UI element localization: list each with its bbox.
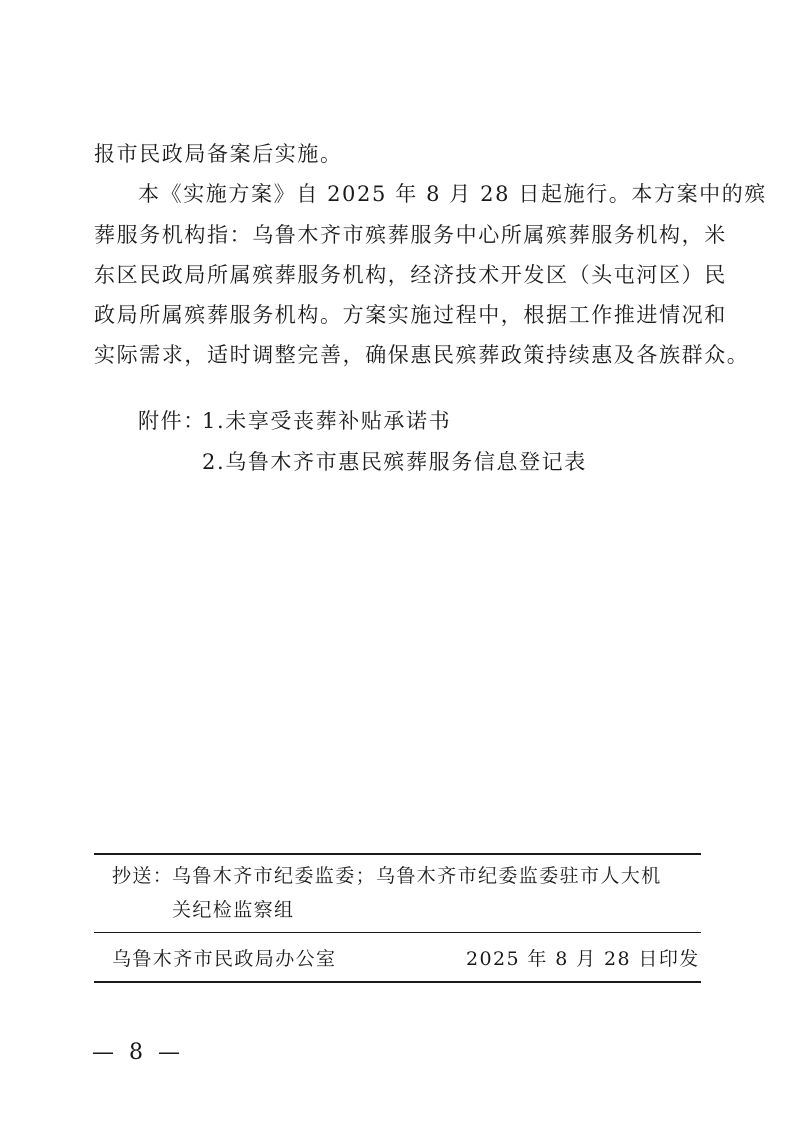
footer-bottom-rule [94,981,701,983]
cc-recipients-line-2: 关纪检监察组 [172,899,295,921]
attachment-item-1: 1.未享受丧葬补贴承诺书 [202,409,452,433]
cc-label: 抄送： [112,865,174,887]
body-line-5: 政局所属殡葬服务机构。方案实施过程中，根据工作推进情况和 [94,303,727,327]
body-line-3: 葬服务机构指：乌鲁木齐市殡葬服务中心所属殡葬服务机构，米 [94,223,727,247]
attachment-item-2: 2.乌鲁木齐市惠民殡葬服务信息登记表 [202,450,587,474]
footer-middle-rule [94,932,701,933]
attachments-label: 附件： [138,409,206,433]
footer-top-rule [94,853,701,855]
body-line-6: 实际需求，适时调整完善，确保惠民殡葬政策持续惠及各族群众。 [94,343,750,367]
issue-date: 2025 年 8 月 28 日印发 [466,948,700,970]
page-number: — 8 — [92,1040,184,1065]
body-line-1: 报市民政局备案后实施。 [94,142,343,166]
cc-recipients-line-1: 乌鲁木齐市纪委监委；乌鲁木齐市纪委监委驻市人大机 [172,865,662,887]
body-line-2: 本《实施方案》自 2025 年 8 月 28 日起施行。本方案中的殡 [138,182,767,206]
issuer: 乌鲁木齐市民政局办公室 [112,948,337,970]
body-line-4: 东区民政局所属殡葬服务机构，经济技术开发区（头屯河区）民 [94,263,727,287]
